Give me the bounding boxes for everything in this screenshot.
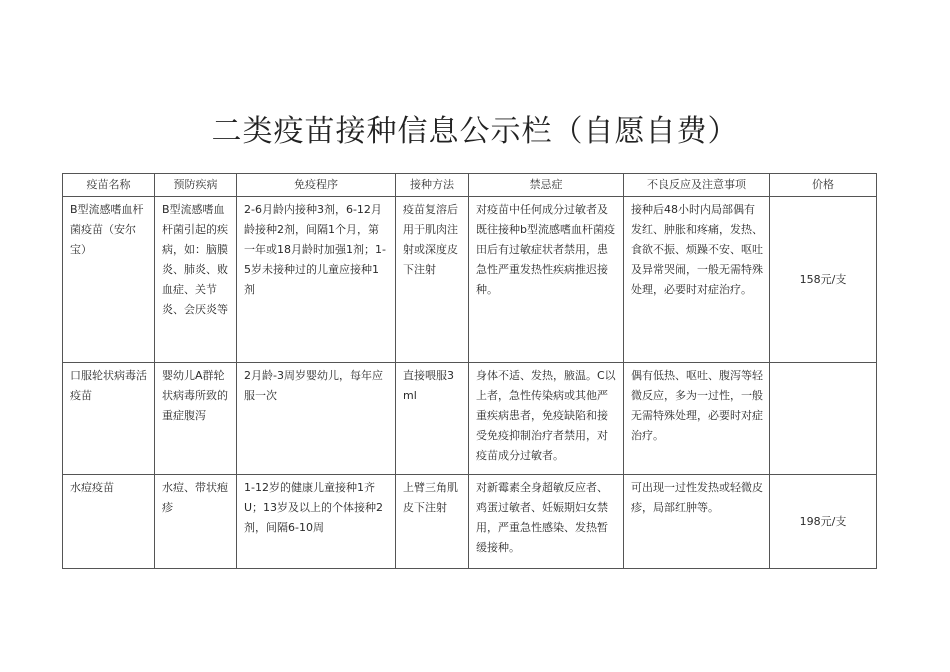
cell-vaccine-name: 口服轮状病毒活疫苗 bbox=[63, 363, 155, 475]
cell-schedule: 1-12岁的健康儿童接种1齐U；13岁及以上的个体接种2剂，间隔6-10周 bbox=[237, 475, 396, 569]
cell-method: 上臂三角肌皮下注射 bbox=[396, 475, 469, 569]
header-price: 价格 bbox=[770, 174, 877, 197]
cell-adverse-reactions: 可出现一过性发热或轻微皮疹，局部红肿等。 bbox=[624, 475, 770, 569]
cell-price: 198元/支 bbox=[770, 475, 877, 569]
table-row bbox=[63, 363, 877, 475]
vaccine-info-table bbox=[62, 173, 877, 569]
header-method: 接种方法 bbox=[396, 174, 469, 197]
cell-contraindications: 对新霉素全身超敏反应者、鸡蛋过敏者、妊娠期妇女禁用，严重急性感染、发热暂缓接种。 bbox=[469, 475, 624, 569]
cell-method: 直接喂服3ml bbox=[396, 363, 469, 475]
header-vaccine-name: 疫苗名称 bbox=[63, 174, 155, 197]
cell-contraindications: 身体不适、发热，腋温。C以上者，急性传染病或其他严重疾病患者，免疫缺陷和接受免疫抑制治疗者禁用，对疫苗成分过敏者。 bbox=[469, 363, 624, 475]
table-row bbox=[63, 475, 877, 569]
cell-price: 158元/支 bbox=[770, 197, 877, 363]
cell-price bbox=[770, 363, 877, 475]
header-disease: 预防疾病 bbox=[155, 174, 237, 197]
header-adverse-reactions: 不良反应及注意事项 bbox=[624, 174, 770, 197]
header-row bbox=[63, 174, 877, 197]
cell-disease: 水痘、带状疱疹 bbox=[155, 475, 237, 569]
cell-disease: 婴幼儿A群轮状病毒所致的重症腹泻 bbox=[155, 363, 237, 475]
cell-contraindications: 对疫苗中任何成分过敏者及既往接种b型流感嗜血杆菌疫田后有过敏症状者禁用，患急性严重发热性疾病推迟接种。 bbox=[469, 197, 624, 363]
header-contraindications: 禁忌症 bbox=[469, 174, 624, 197]
cell-vaccine-name: B型流感嗜血杆菌疫苗（安尔宝） bbox=[63, 197, 155, 363]
cell-adverse-reactions: 接种后48小时内局部偶有发红、肿胀和疼痛，发热、食欲不振、烦躁不安、呕吐及异常哭闹，一般无需特殊处理，必要时对症治疗。 bbox=[624, 197, 770, 363]
cell-method: 疫苗复溶后用于肌肉注射或深度皮下注射 bbox=[396, 197, 469, 363]
cell-disease: B型流感嗜血杆菌引起的疾病，如：脑膜炎、肺炎、败血症、关节炎、会厌炎等 bbox=[155, 197, 237, 363]
cell-schedule: 2-6月龄内接种3剂，6-12月龄接种2剂，间隔1个月，第一年或18月龄时加强1剂；1-5岁未接种过的儿童应接种1剂 bbox=[237, 197, 396, 363]
header-schedule: 免疫程序 bbox=[237, 174, 396, 197]
page-title: 二类疫苗接种信息公示栏（自愿自费） bbox=[211, 114, 739, 149]
table-row bbox=[63, 197, 877, 363]
cell-schedule: 2月龄-3周岁婴幼儿，每年应服一次 bbox=[237, 363, 396, 475]
cell-vaccine-name: 水痘疫苗 bbox=[63, 475, 155, 569]
cell-adverse-reactions: 偶有低热、呕吐、腹泻等轻微反应，多为一过性，一般无需特殊处理，必要时对症治疗。 bbox=[624, 363, 770, 475]
